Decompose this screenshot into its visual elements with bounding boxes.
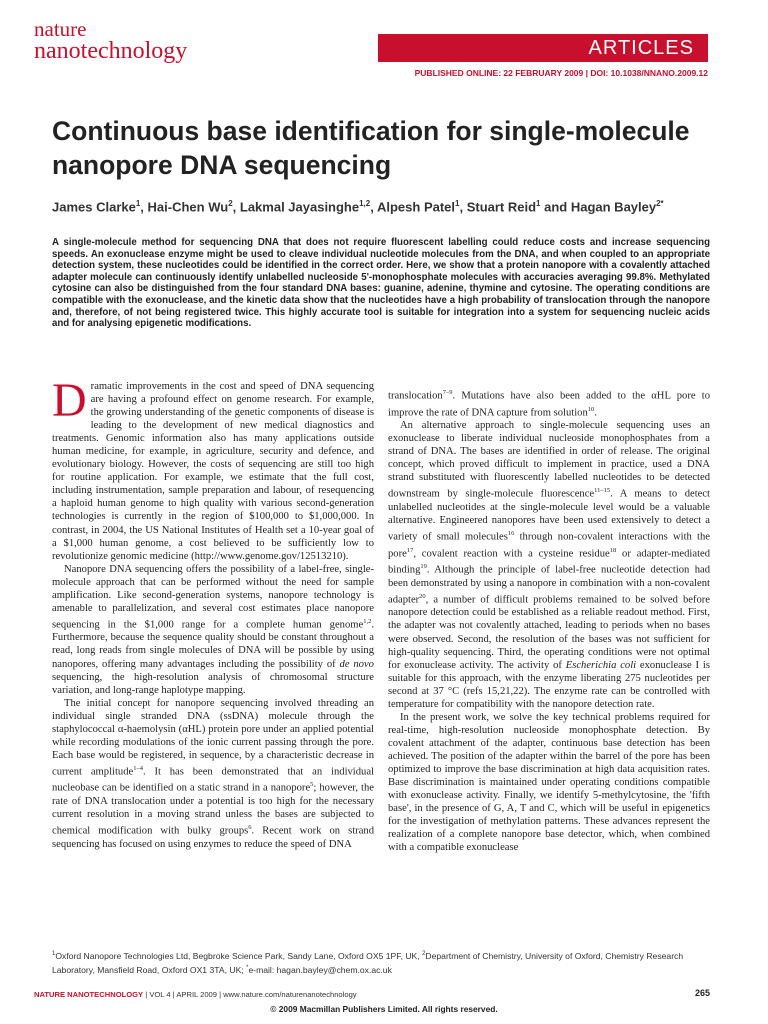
affiliation-text: Department of Chemistry, University of Oxford, Chemistry Research Laboratory, Mansfield Road, Oxford OX1 3TA, UK; <box>52 950 684 975</box>
body-paragraph: translocation$^{7-9}$. Mutations have also been added to the αHL pore to improve the rate of DNA capture from solution$^{10}$. <box>388 389 710 419</box>
author-name: Hai-Chen Wu <box>147 199 229 215</box>
copyright-notice: © 2009 Macmillan Publishers Limited. All rights reserved. <box>270 1004 498 1014</box>
affiliation-mark: 2 <box>422 951 426 957</box>
reference-citation: 18 <box>609 546 617 554</box>
author-affiliation-mark: 1 <box>455 199 460 208</box>
article-title: Continuous base identification for single-molecule nanopore DNA sequencing <box>52 116 690 180</box>
journal-logo <box>34 18 187 62</box>
abstract: A single-molecule method for sequencing DNA that does not require fluorescent labelling could reduce costs and increase sequencing speeds. An exonuclease enzyme might be used to cleave individual nucleotide molecules from the DNA, and when coupled to an appropriate detection system, these nucleotides could be identified in the correct order. Here, we show that a protein nanopore with a covalently attached adapter molecule can continuously identify unlabelled nucleoside 5'-monophosphate molecules with accuracies averaging 99.8%. Methylated cytosine can also be distinguished from the four standard DNA bases: guanine, adenine, thymine and cytosine. The operating conditions are compatible with the exonuclease, and the kinetic data show that the nucleotides have a high probability of translocation through the nanopore and, therefore, of not being registered twice. This highly accurate tool is suitable for integration into a system for sequencing nucleic acids and for analysing epigenetic modifications. <box>52 237 710 330</box>
journal-logo-line1: nature <box>34 17 87 41</box>
reference-citation: 5 <box>310 781 314 789</box>
reference-citation: 20 <box>419 592 426 600</box>
author-affiliation-mark: 1 <box>135 199 141 208</box>
affiliation-text: Oxford Nanopore Technologies Ltd, Begbroke Science Park, Sandy Lane, Oxford OX5 1PF, UK, <box>55 950 423 961</box>
reference-citation: 17 <box>406 546 414 554</box>
reference-citation: 1–4 <box>133 764 143 772</box>
body-paragraph: The initial concept for nanopore sequencing involved threading an individual single stranded DNA (ssDNA) molecule through the staphylococcal α-haemolysin (αHL) protein pore under an applied potential while recording modulations of the ionic current passing through the pore. Each base would be registered, in sequence, by a characteristic decrease in current amplitude$^{1-4}$. It has been demonstrated that an individual nucleobase can be identified on a static strand in a nanopore$^5$; however, the rate of DNA translocation under a potential is too high for the necessary current resolution in a moving strand unless the bases are subjected to chemical modification with bulky groups$^6$. Recent work on strand sequencing has focused on using enzymes to reduce the speed of DNA <box>52 697 374 850</box>
author-affiliation-mark: 1 <box>536 199 541 208</box>
affiliation-mark: * <box>246 964 249 971</box>
reference-citation: 16 <box>507 530 515 538</box>
reference-citation: 7–9 <box>442 389 453 396</box>
italic-term: Escherichia coli <box>565 659 637 671</box>
reference-citation: 10 <box>587 405 595 413</box>
author-affiliation-mark: 2* <box>656 199 664 208</box>
author-list: James Clarke$^1$, Hai-Chen Wu$^2$, Lakmal Jayasinghe$^{1,2}$, Alpesh Patel$^1$, Stuart Reid$^1$ and Hagan Bayley$^{2*}$ <box>52 199 664 215</box>
author-name: James Clarke <box>52 199 136 215</box>
body-column-left <box>52 374 374 851</box>
reference-citation: 6 <box>248 824 252 832</box>
affiliations <box>52 948 712 976</box>
reference-citation: 19 <box>420 563 427 571</box>
page-number: 265 <box>694 988 710 998</box>
body-paragraph: Nanopore DNA sequencing offers the possibility of a label-free, single-molecule approach that can be performed without the need for sample amplification. Like second-generation systems, nanopore technology is amenable to parallelization, and several cost estimates place nanopore sequencing in the $1,000 range for a complete human genome$^{1,2}$. Furthermore, because the sequence quality should be constant throughout a read, long reads from single molecules of DNA will be possible by using nanopores, offering many advantages including the possibility of de novo sequencing, the high-resolution analysis of chromosomal structure variation, and long-range haplotype mapping. <box>52 563 374 696</box>
author-affiliation-mark: 1,2 <box>359 199 371 208</box>
section-banner <box>378 34 708 62</box>
author-affiliation-mark: 2 <box>228 199 233 208</box>
author-name: Alpesh Patel <box>376 199 456 215</box>
author-name: Stuart Reid <box>466 199 537 215</box>
author-name: Hagan Bayley <box>570 199 657 215</box>
affiliation-mark: 1 <box>52 951 56 957</box>
footer-details: | VOL 4 | APRIL 2009 | www.nature.com/naturenanotechnology <box>143 990 357 999</box>
body-column-right <box>388 386 710 854</box>
reference-citation: 11–15 <box>594 487 611 495</box>
italic-term: de novo <box>339 658 374 670</box>
body-paragraph: Dramatic improvements in the cost and speed of DNA sequencing are having a profound effect on genome research. For example, the growing understanding of the genetic components of disease is leading to the development of new medical diagnostics and treatments. Genomic information also has many applications outside human medicine, for example, in agriculture, security and defence, and evolutionary biology. However, the costs of sequencing are still too high for routine application. For example, we estimate that the full cost, including instrumentation, sample preparation and labour, of resequencing a haploid human genome to high quality with various second-generation technologies is currently in the region of $100,000 to $1,000,000. In contrast, in 2004, the US National Institutes of Health set a 10-year goal of a $1,000 human genome, a cost believed to be sufficiently low to revolutionize genomic medicine (http://www.genome.gov/12513210). <box>52 374 374 562</box>
footer-journal-name: NATURE NANOTECHNOLOGY <box>34 990 144 999</box>
publication-info: PUBLISHED ONLINE: 22 FEBRUARY 2009 | DOI: 10.1038/NNANO.2009.12 <box>414 68 708 78</box>
drop-cap: D <box>52 374 87 427</box>
footer-citation <box>34 990 357 999</box>
affiliation-text: e-mail: hagan.bayley@chem.ox.ac.uk <box>248 964 392 975</box>
author-name: Lakmal Jayasinghe <box>239 199 360 215</box>
journal-logo-line2: nanotechnology <box>34 38 188 64</box>
section-label: ARTICLES <box>588 37 694 59</box>
body-paragraph: An alternative approach to single-molecule sequencing uses an exonuclease to liberate individual nucleoside monophosphates from a strand of DNA. The bases are identified in order of release. The original concept, which proved difficult to implement in practice, used a DNA strand substituted with fluorescently labelled nucleotides to be detected downstream by single-molecule fluorescence$^{11-15}$. A means to detect unlabelled nucleotides at the single-molecule level would be a valuable alternative. Engineered nanopores have been used extensively to detect a variety of small molecules$^{16}$ through non-covalent interactions with the pore$^{17}$, covalent reaction with a cysteine residue$^{18}$ or adapter-mediated binding$^{19}$. Although the principle of label-free nucleotide detection had been demonstrated by using a nanopore in combination with a non-covalent adapter$^{20}$, a number of difficult problems remained to be solved before nanopore detection could be established as a reliable readout method. First, the adapter was not covalently attached, leading to periods when no bases were observed. Second, the resolution of the bases was not sufficient for high-quality sequencing. Third, the operating conditions were not optimal for exonuclease activity. The activity of Escherichia coli exonuclease I is suitable for this approach, with the enzyme liberating 275 nucleotides per second at 37 °C (refs 15,21,22). The enzyme rate can be controlled with temperature for compatibility with the nanopore detection rate. <box>388 420 711 710</box>
reference-citation: 1,2 <box>363 617 372 625</box>
body-paragraph: In the present work, we solve the key technical problems required for real-time, high-resolution nucleoside monophosphate detection. By covalent attachment of the adapter, continuous base detection has been achieved. The position of the adapter within the barrel of the pore has been optimized to improve the base discrimination at high data acquisition rates. Base discrimination is maintained under operating conditions compatible with exonuclease activity. Finally, we identify 5-methylcytosine, the 'fifth base', in the presence of G, A, T and C, which will be useful in epigenetics for the investigation of methylation patterns. These advances represent the realization of a complete nanopore base detector, which, when combined with a compatible exonuclease <box>388 711 710 854</box>
